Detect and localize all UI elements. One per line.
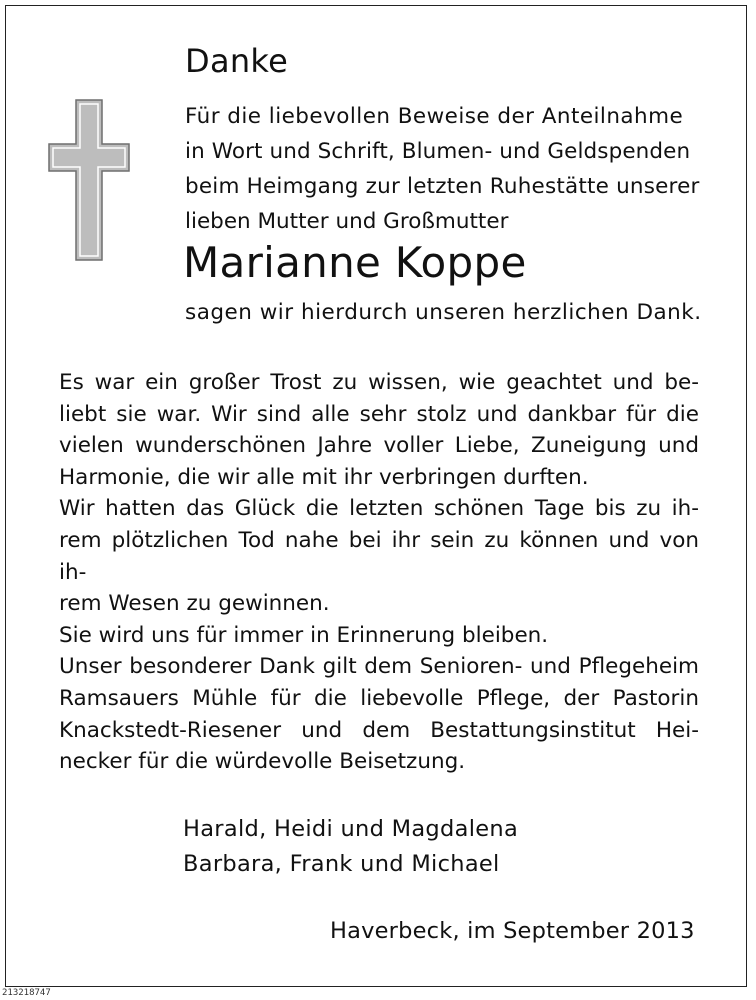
body-line: Knackstedt-Riesener und dem Bestattungsinstitut Hei- — [59, 717, 699, 743]
body-line: liebt sie war. Wir sind alle sehr stolz und dankbar für die — [59, 401, 699, 427]
intro-text — [185, 99, 700, 239]
body-line: rem Wesen zu gewinnen. — [59, 591, 330, 617]
body-line: vielen wunderschönen Jahre voller Liebe, Zuneigung und — [59, 433, 699, 459]
body-line: Harmonie, die wir alle mit ihr verbringen durften. — [59, 464, 589, 490]
body-line: Unser besonderer Dank gilt dem Senioren- und Pflegeheim — [59, 654, 699, 680]
intro-line: beim Heimgang zur letzten Ruhestätte unserer — [185, 174, 700, 199]
body-line: Es war ein großer Trost zu wissen, wie geachtet und be- — [59, 370, 699, 395]
intro-line: Für die liebevollen Beweise der Anteilnahme — [185, 104, 684, 129]
body-text — [59, 367, 699, 778]
intro-line: in Wort und Schrift, Blumen- und Geldspenden — [185, 139, 691, 164]
body-line: Ramsauers Mühle für die liebevolle Pflege, der Pastorin — [59, 685, 699, 711]
signer-line: Harald, Heidi und Magdalena — [183, 816, 519, 842]
place-date: Haverbeck, im September 2013 — [330, 918, 695, 944]
intro-line: lieben Mutter und Großmutter — [185, 209, 509, 234]
cross-icon — [48, 99, 130, 261]
thanks-line: sagen wir hierdurch unseren herzlichen Dank. — [185, 300, 702, 325]
signers — [183, 812, 518, 882]
deceased-name: Marianne Koppe — [183, 238, 527, 287]
ad-code: 213218747 — [2, 988, 51, 998]
body-line: necker für die würdevolle Beisetzung. — [59, 749, 466, 775]
body-line: rem plötzlichen Tod nahe bei ihr sein zu können und von ih- — [59, 527, 699, 585]
body-line: Sie wird uns für immer in Erinnerung bleiben. — [59, 622, 549, 648]
body-line: Wir hatten das Glück die letzten schönen Tage bis zu ih- — [59, 496, 699, 522]
heading: Danke — [185, 42, 289, 80]
signer-line: Barbara, Frank und Michael — [183, 851, 500, 877]
